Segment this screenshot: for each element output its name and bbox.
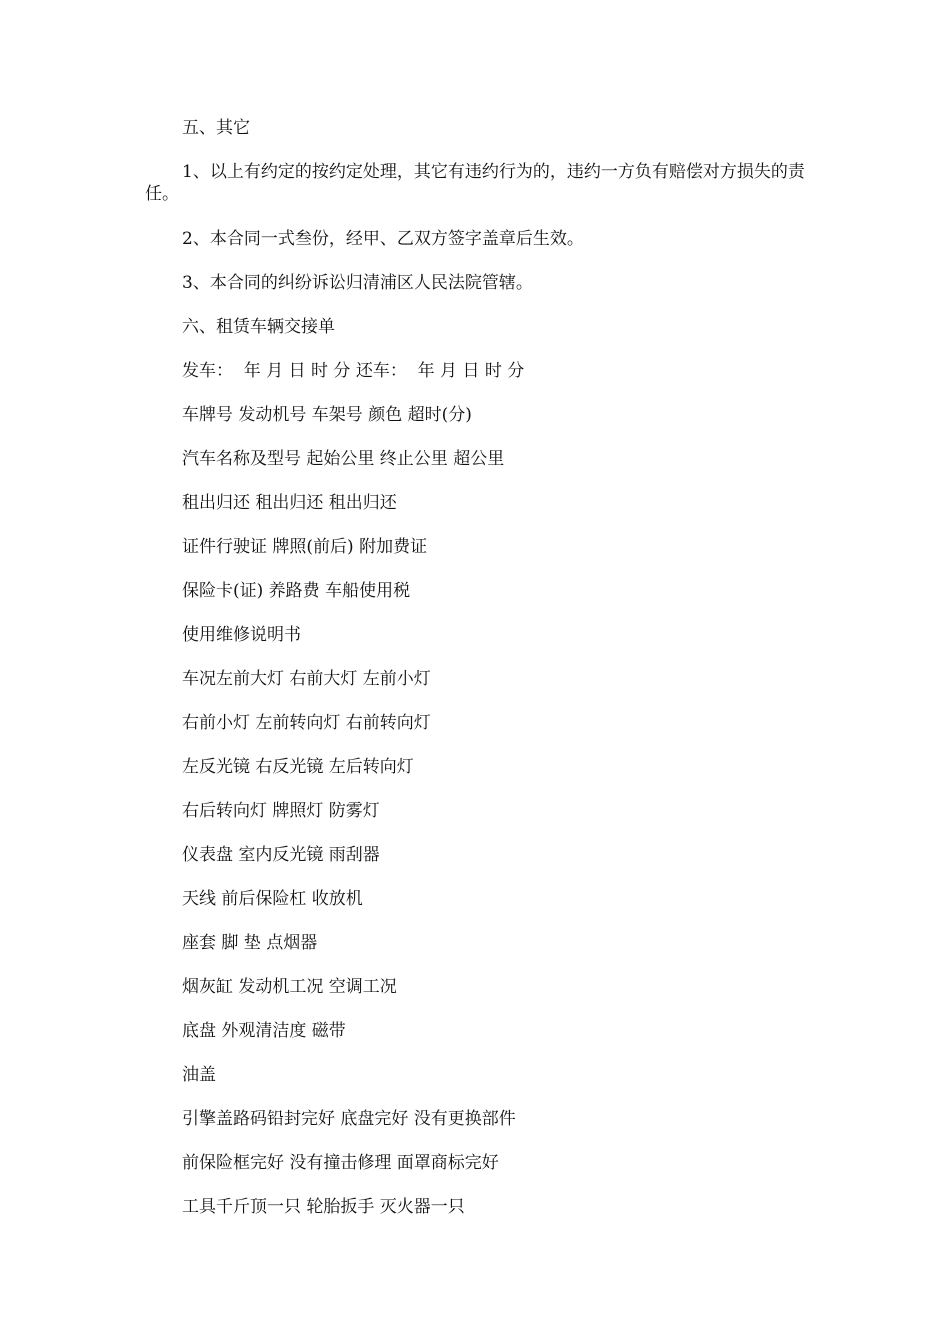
section-heading-other: 五、其它 [182, 118, 250, 138]
handover-line-documents: 证件行驶证 牌照(前后) 附加费证 [182, 537, 428, 557]
handover-line-dashboard: 仪表盘 室内反光镜 雨刮器 [182, 845, 380, 865]
handover-line-tools: 工具千斤顶一只 轮胎扳手 灭火器一只 [182, 1197, 465, 1217]
section-heading-handover: 六、租赁车辆交接单 [182, 317, 335, 337]
handover-line-rent-return: 租出归还 租出归还 租出归还 [182, 493, 397, 513]
handover-line-bumper: 前保险框完好 没有撞击修理 面罩商标完好 [182, 1153, 499, 1173]
handover-line-model: 汽车名称及型号 起始公里 终止公里 超公里 [182, 449, 505, 469]
handover-line-plate: 车牌号 发动机号 车架号 颜色 超时(分) [182, 405, 472, 425]
handover-line-chassis: 底盘 外观清洁度 磁带 [182, 1021, 346, 1041]
handover-line-rear-lights: 右后转向灯 牌照灯 防雾灯 [182, 801, 380, 821]
clause-1-paragraph: 1、以上有约定的按约定处理，其它有违约行为的，违约一方负有赔偿对方损失的责任。 [145, 162, 805, 204]
clause-3-paragraph: 3、本合同的纠纷诉讼归清浦区人民法院管辖。 [182, 273, 533, 293]
clause-2-paragraph: 2、本合同一式叁份，经甲、乙双方签字盖章后生效。 [182, 229, 584, 249]
handover-line-seat-covers: 座套 脚 垫 点烟器 [182, 933, 318, 953]
handover-line-engine-hood: 引擎盖路码铅封完好 底盘完好 没有更换部件 [182, 1109, 516, 1129]
handover-line-antenna: 天线 前后保险杠 收放机 [182, 889, 363, 909]
handover-line-insurance: 保险卡(证) 养路费 车船使用税 [182, 581, 411, 601]
handover-line-manual: 使用维修说明书 [182, 625, 301, 645]
handover-line-ashtray: 烟灰缸 发动机工况 空调工况 [182, 977, 397, 997]
handover-line-headlights: 车况左前大灯 右前大灯 左前小灯 [182, 669, 431, 689]
handover-line-mirrors: 左反光镜 右反光镜 左后转向灯 [182, 757, 414, 777]
handover-line-dispatch-return: 发车： 年 月 日 时 分 还车： 年 月 日 时 分 [182, 361, 525, 381]
handover-line-turn-signals: 右前小灯 左前转向灯 右前转向灯 [182, 713, 431, 733]
handover-line-fuel-cap: 油盖 [182, 1065, 216, 1085]
